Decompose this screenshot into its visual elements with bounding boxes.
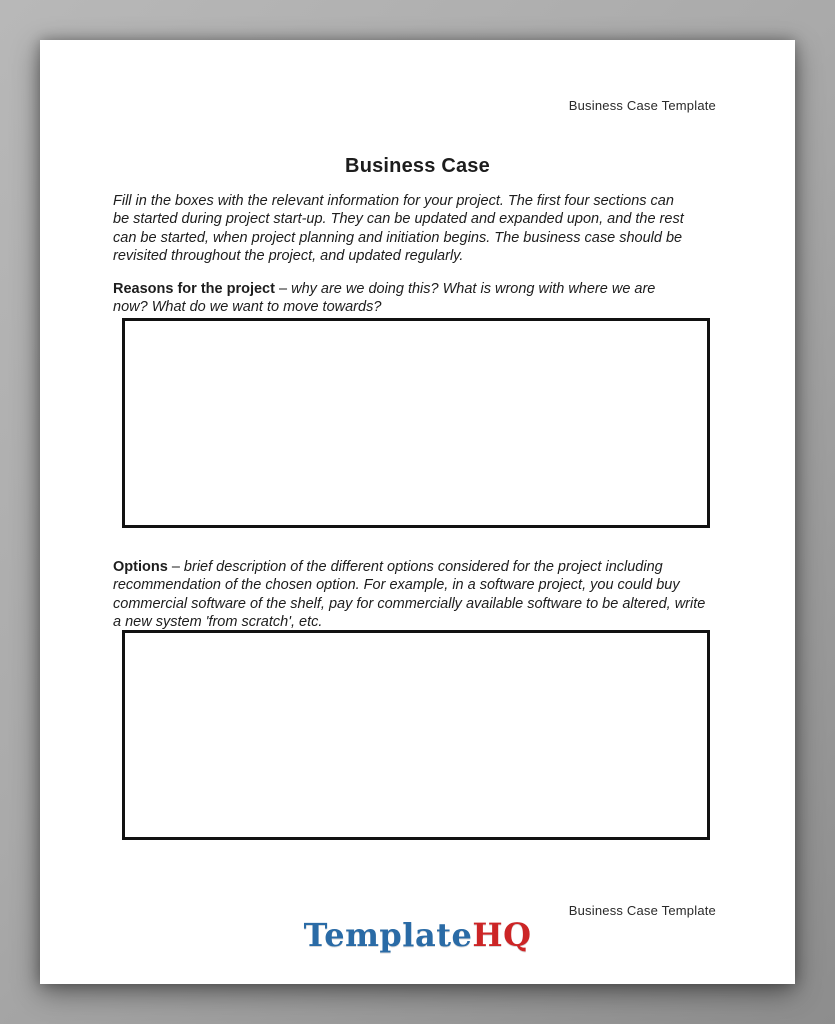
templatehq-logo — [40, 916, 795, 954]
page-footer-label: Business Case Template — [568, 903, 716, 918]
section-options-description: brief description of the different options considered for the project including recommendation of the chosen option. For example, in a software project, you could buy commercial software of the shelf, pay for commercially available software to be altered, write a new system 'from scratch', etc. — [113, 558, 706, 630]
logo-text-hq: HQ — [472, 916, 532, 954]
page-title: Business Case — [345, 155, 490, 178]
section-options-heading: Options — [113, 558, 168, 575]
document-page — [40, 40, 795, 984]
logo-text-template: Template — [303, 916, 473, 954]
section-options-dash: – — [171, 558, 180, 575]
section-reasons-heading: Reasons for the project — [113, 280, 275, 297]
section-reasons-text — [113, 280, 693, 317]
reasons-fill-in-box[interactable] — [122, 318, 710, 528]
options-fill-in-box[interactable] — [122, 630, 710, 840]
page-header-label: Business Case Template — [568, 98, 716, 113]
intro-paragraph: Fill in the boxes with the relevant information for your project. The first four sections can be started during project start-up. They can be updated and expanded upon, and the rest can be started, when project planning and initiation begins. The business case should be revisited throughout the project, and updated regularly. — [113, 192, 684, 264]
section-reasons-description: why are we doing this? What is wrong with where we are now? What do we want to move towards? — [113, 280, 656, 315]
section-options-text — [113, 558, 715, 632]
section-reasons-dash: – — [278, 280, 288, 297]
